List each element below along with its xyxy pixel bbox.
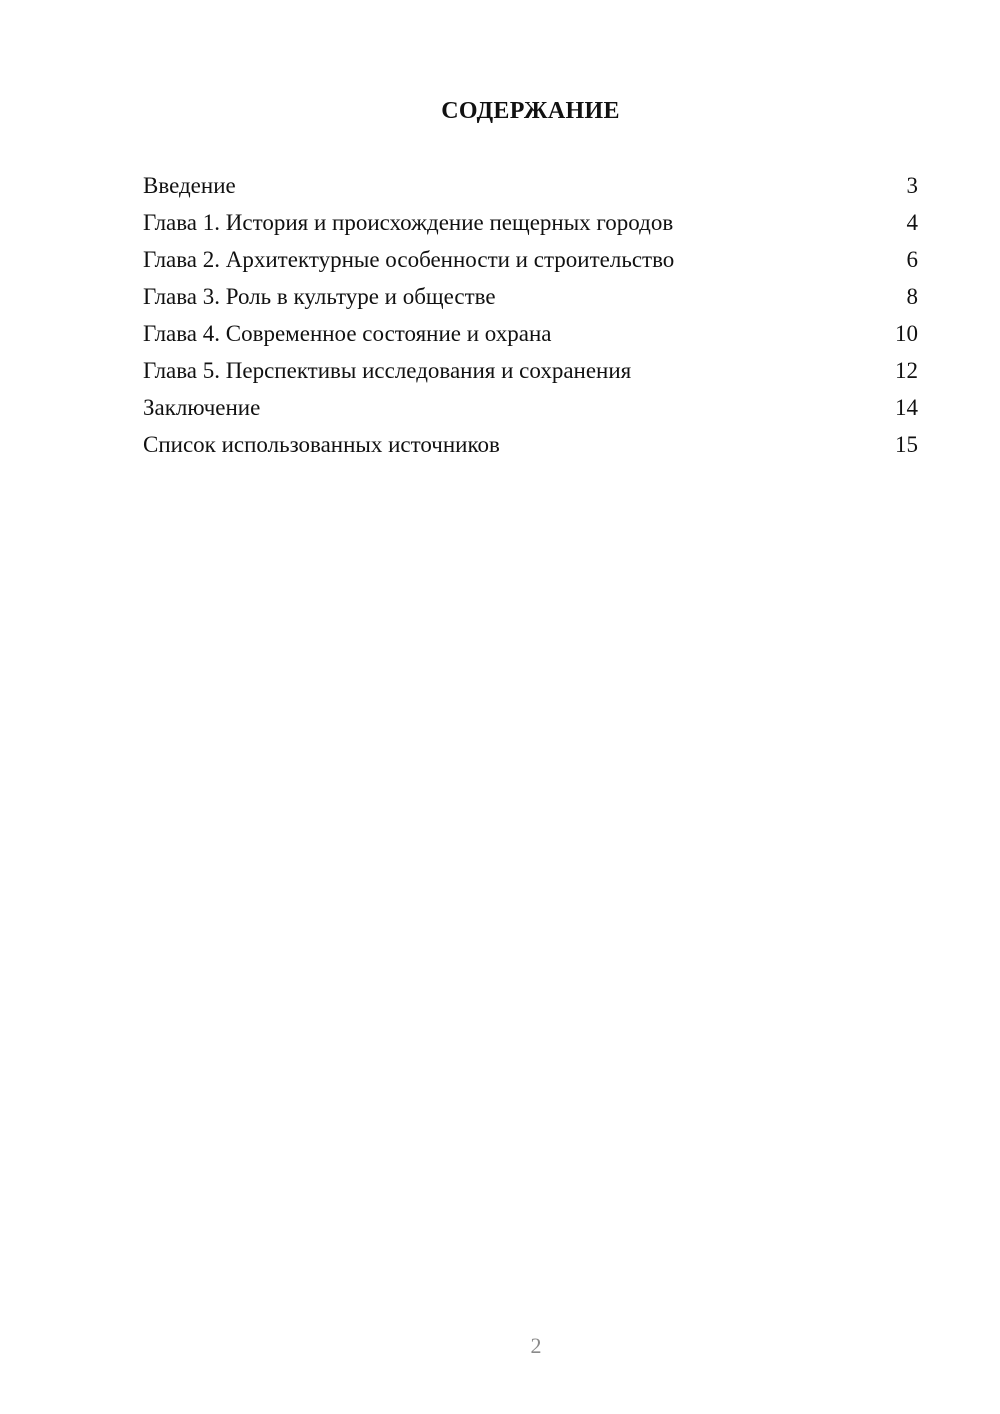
toc-entry-page: 12 (895, 358, 918, 383)
toc-entry-label: Глава 5. Перспективы исследования и сохранения (143, 358, 632, 383)
toc-entry-page: 4 (906, 210, 918, 235)
toc-entry-label: Глава 1. История и происхождение пещерных городов (143, 210, 674, 235)
toc-entry-label: Заключение (143, 395, 261, 420)
toc-entry-chapter-2[interactable] (143, 241, 918, 278)
toc-entry-page: 14 (895, 395, 918, 420)
toc-entry-introduction[interactable] (143, 167, 918, 204)
toc-entry-label: Введение (143, 173, 236, 198)
page-number: 2 (530, 1333, 542, 1358)
toc-entry-references[interactable] (143, 426, 918, 463)
toc-entry-page: 6 (906, 247, 918, 272)
toc-entry-page: 3 (906, 173, 918, 198)
toc-entry-page: 8 (906, 284, 918, 309)
toc-entry-label: Глава 2. Архитектурные особенности и строительство (143, 247, 675, 272)
page-title: СОДЕРЖАНИЕ (441, 98, 620, 124)
toc-entry-chapter-3[interactable] (143, 278, 918, 315)
toc-entry-chapter-4[interactable] (143, 315, 918, 352)
toc-entry-chapter-5[interactable] (143, 352, 918, 389)
table-of-contents (143, 167, 918, 463)
toc-entry-label: Глава 3. Роль в культуре и обществе (143, 284, 496, 309)
toc-entry-page: 10 (895, 321, 918, 346)
toc-entry-page: 15 (895, 432, 918, 457)
toc-entry-chapter-1[interactable] (143, 204, 918, 241)
toc-entry-conclusion[interactable] (143, 389, 918, 426)
toc-entry-label: Глава 4. Современное состояние и охрана (143, 321, 552, 346)
toc-entry-label: Список использованных источников (143, 432, 500, 457)
